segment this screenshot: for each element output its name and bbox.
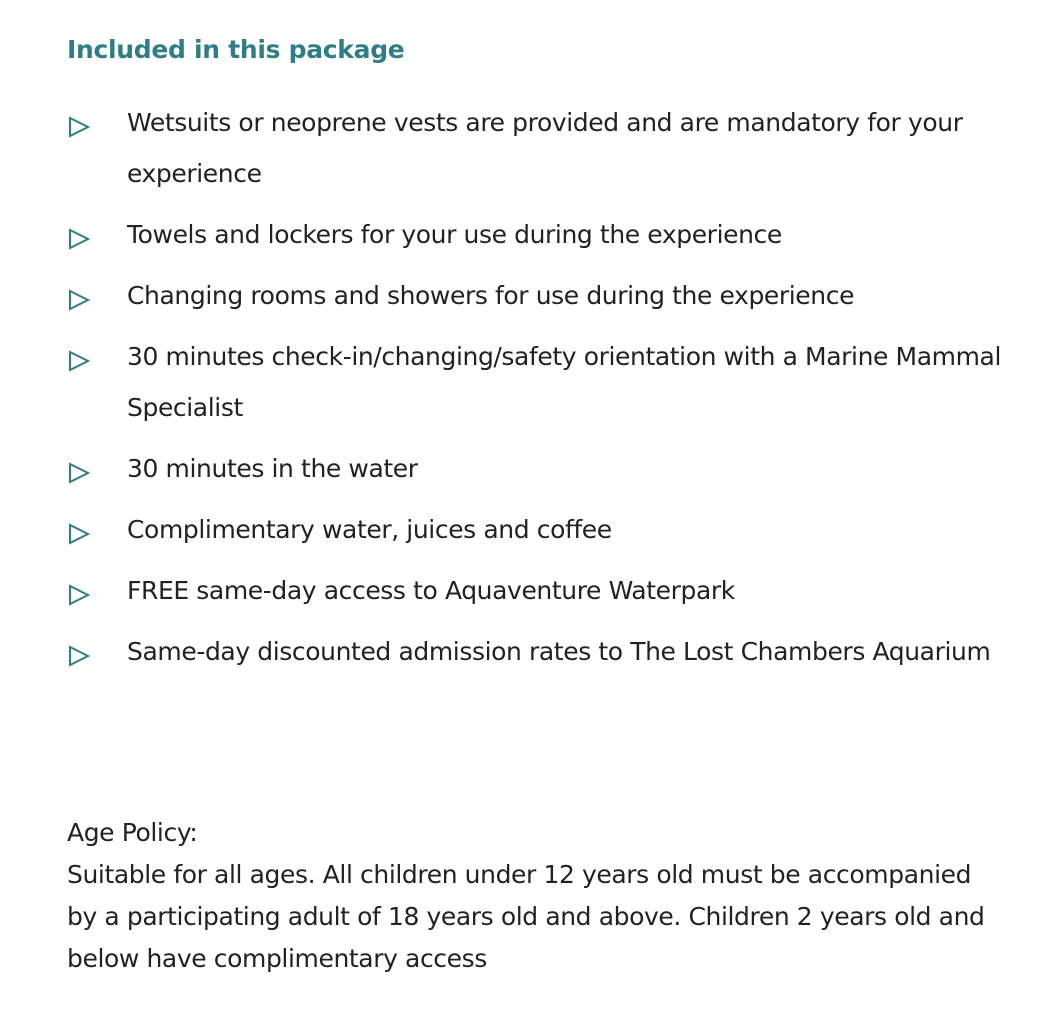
- package-heading: Included in this package: [67, 35, 405, 64]
- list-item: [67, 97, 1007, 199]
- age-policy-title: Age Policy:: [67, 818, 198, 847]
- package-section: [67, 30, 1027, 666]
- triangle-outline-icon: [67, 331, 91, 382]
- list-item-text: Changing rooms and showers for use during the experience: [127, 281, 855, 310]
- list-item-text: Wetsuits or neoprene vests are provided and are mandatory for your experience: [127, 108, 963, 188]
- triangle-outline-icon: [67, 270, 91, 321]
- triangle-outline-icon: [67, 443, 91, 494]
- triangle-outline-icon: [67, 626, 91, 677]
- age-policy-section: [67, 812, 1027, 980]
- triangle-outline-icon: [67, 565, 91, 616]
- triangle-outline-icon: [67, 97, 91, 148]
- age-policy-text: Suitable for all ages. All children under 12 years old must be accompanied by a participating adult of 18 years old and above. Children 2 years old and below have complimentary access: [67, 860, 985, 973]
- triangle-outline-icon: [67, 209, 91, 260]
- list-item-text: Same-day discounted admission rates to The Lost Chambers Aquarium: [127, 637, 991, 666]
- list-item-text: 30 minutes in the water: [127, 454, 418, 483]
- list-item-text: Towels and lockers for your use during the experience: [127, 220, 782, 249]
- list-item: [67, 331, 1007, 433]
- list-item: [67, 565, 1007, 616]
- list-item-text: Complimentary water, juices and coffee: [127, 515, 612, 544]
- list-item-text: 30 minutes check-in/changing/safety orientation with a Marine Mammal Specialist: [127, 342, 1002, 422]
- triangle-outline-icon: [67, 504, 91, 555]
- package-list: [67, 97, 1007, 687]
- list-item: [67, 209, 1007, 260]
- list-item: [67, 626, 1007, 677]
- list-item: [67, 504, 1007, 555]
- list-item: [67, 270, 1007, 321]
- list-item: [67, 443, 1007, 494]
- list-item-text: FREE same-day access to Aquaventure Waterpark: [127, 576, 735, 605]
